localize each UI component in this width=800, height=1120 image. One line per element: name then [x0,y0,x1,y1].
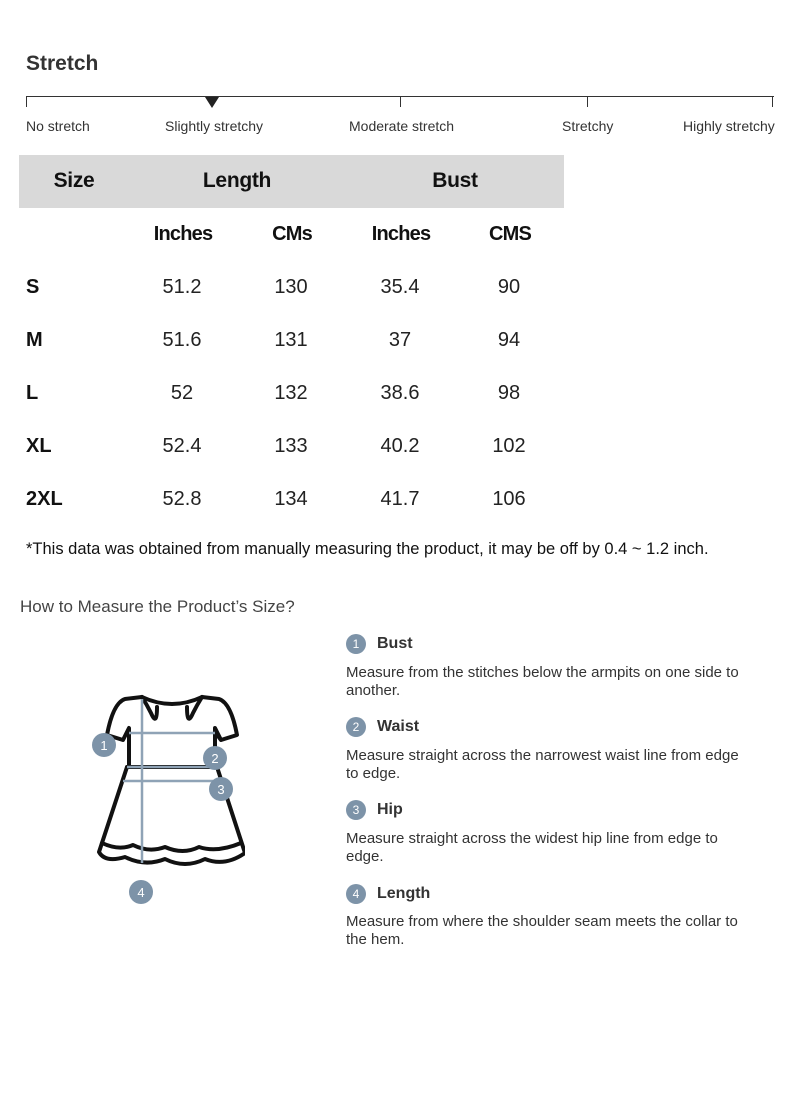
length-cms-cell: 132 [274,382,308,404]
stretch-title: Stretch [26,52,99,75]
svg-text:4: 4 [137,885,145,900]
length-inches-cell: 51.6 [162,329,202,351]
svg-text:3: 3 [217,782,225,797]
table-row [0,488,800,518]
subheader-bust-cms: CMS [488,223,532,245]
size-cell: S [26,276,40,298]
table-row [0,435,800,465]
step-number-badge: 2 [346,717,366,737]
table-row [0,382,800,412]
scale-tick [400,96,401,107]
scale-tick [587,96,588,107]
stretch-label-slight: Slightly stretchy [165,118,264,134]
length-cms-cell: 133 [274,435,308,457]
triangle-down-icon [205,97,219,108]
measurement-note: *This data was obtained from manually measuring the product, it may be off by 0.4 ~ 1.2 inch. [26,540,709,558]
step-title-hip: Hip [377,801,403,818]
subheader-bust-inches: Inches [371,223,431,245]
table-row [0,276,800,306]
bust-inches-cell: 37 [388,329,412,351]
step-title-length: Length [377,885,431,902]
badge-hip [209,777,233,801]
badge-bust [92,733,116,757]
subheader-length-inches: Inches [153,223,213,245]
step-title-waist: Waist [377,718,420,735]
bust-cms-cell: 98 [497,382,521,404]
svg-text:2: 2 [211,751,219,766]
bust-inches-cell: 41.7 [380,488,420,510]
bust-cms-cell: 90 [497,276,521,298]
bust-inches-cell: 35.4 [380,276,420,298]
length-inches-cell: 51.2 [162,276,202,298]
badge-waist [203,746,227,770]
bust-inches-cell: 38.6 [380,382,420,404]
length-cms-cell: 131 [274,329,308,351]
badge-length [129,880,153,904]
length-cms-cell: 130 [274,276,308,298]
scale-tick [772,96,773,107]
step-number-badge: 1 [346,634,366,654]
scale-tick [26,96,27,107]
bust-cms-cell: 102 [492,435,526,457]
step-number-badge: 3 [346,800,366,820]
stretch-label-none: No stretch [26,118,90,134]
size-cell: M [26,329,43,351]
table-row [0,329,800,359]
step-desc-hip: Measure straight across the widest hip line from edge to edge. [346,830,718,865]
size-cell: 2XL [26,488,63,510]
bust-inches-cell: 40.2 [380,435,420,457]
length-inches-cell: 52 [170,382,194,404]
step-number-badge: 4 [346,884,366,904]
step-desc-waist: Measure straight across the narrowest waist line from edge to edge. [346,747,739,782]
step-desc-length: Measure from where the shoulder seam meets the collar to the hem. [346,913,738,948]
bust-cms-cell: 106 [492,488,526,510]
length-inches-cell: 52.4 [162,435,202,457]
table-header-size: Size [53,169,95,192]
stretch-label-moderate: Moderate stretch [349,118,455,134]
table-header-bust: Bust [432,169,478,192]
stretch-label-highly: Highly stretchy [683,118,775,134]
length-inches-cell: 52.8 [162,488,202,510]
measure-section-title: How to Measure the Product’s Size? [20,597,295,616]
size-cell: L [26,382,39,404]
table-header-background [19,155,564,208]
step-desc-bust: Measure from the stitches below the armpits on one side to another. [346,664,739,699]
subheader-length-cms: CMs [272,223,312,245]
svg-text:1: 1 [100,738,108,753]
step-title-bust: Bust [377,635,413,652]
dress-outline-icon [85,685,245,910]
stretch-label-stretchy: Stretchy [562,118,614,134]
table-header-length: Length [202,169,272,192]
bust-cms-cell: 94 [497,329,521,351]
length-cms-cell: 134 [274,488,308,510]
size-cell: XL [26,435,52,457]
